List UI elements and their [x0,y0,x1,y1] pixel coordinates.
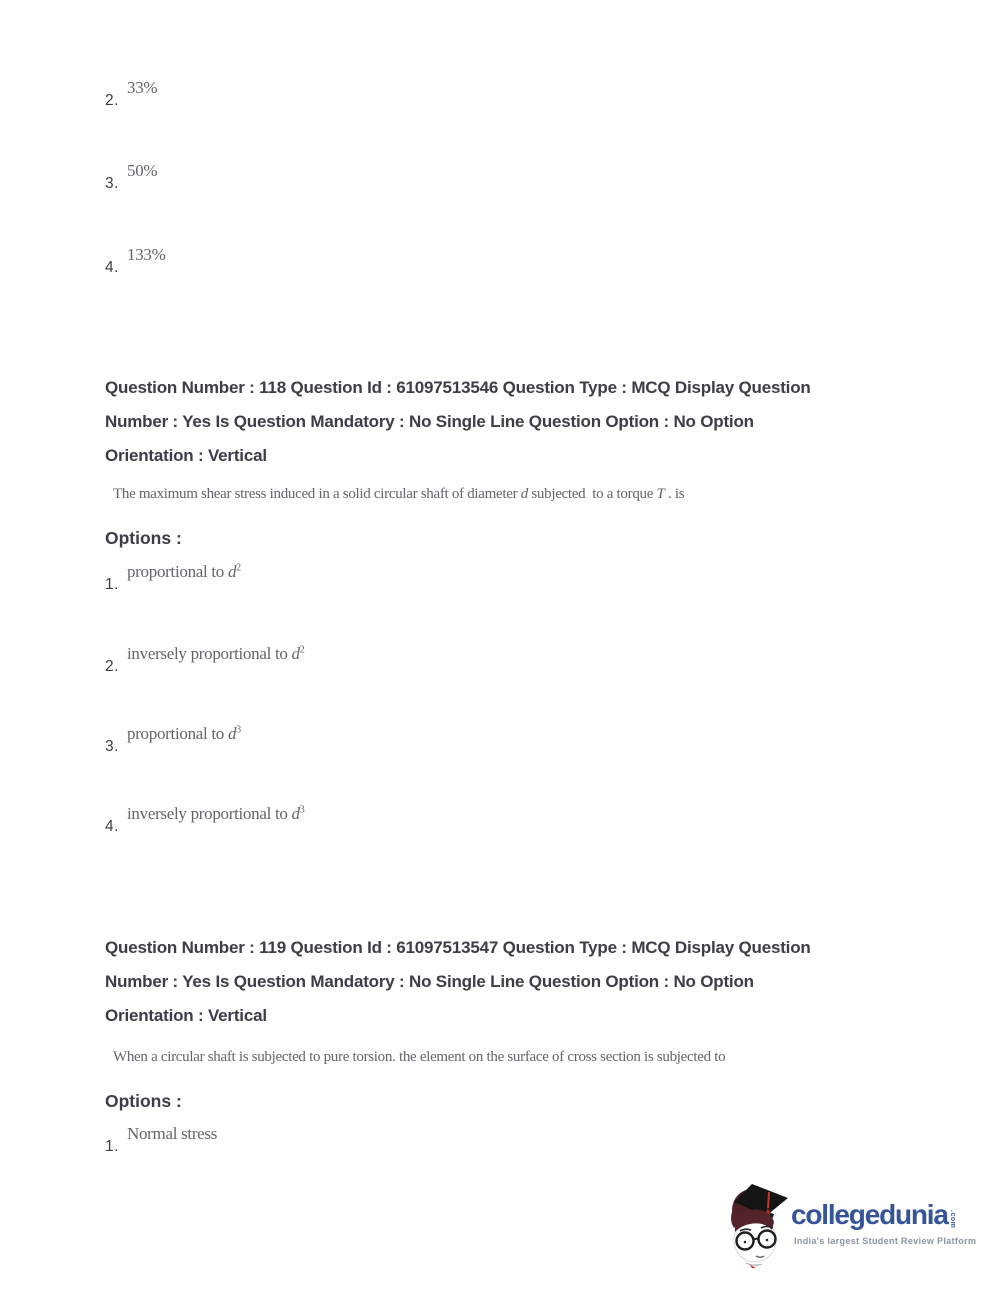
math-var-d: d [291,804,300,823]
option-label: Normal stress [127,1124,218,1143]
header-line: Orientation : Vertical [105,1006,267,1025]
math-var-d: d [227,562,237,581]
collegedunia-mascot-icon [728,1184,790,1268]
option-number: 1. [105,1138,119,1155]
header-line: Number : Yes Is Question Mandatory : No Single Line Question Option : No Option [105,412,754,431]
option-number: 2. [105,658,119,675]
math-var-T: T [656,486,665,502]
header-line: Question Number : 119 Question Id : 61097513547 Question Type : MCQ Display Question [105,938,811,957]
option-label: 133% [127,245,166,264]
option-label: inversely proportional to $d^3$ [127,804,305,823]
option-number: 3. [105,738,119,755]
header-line: Orientation : Vertical [105,446,267,465]
brand-tagline: India's largest Student Review Platform [794,1236,977,1246]
option-number: 4. [105,818,119,835]
prev-option-2 [105,78,158,116]
option-number: 4. [105,259,119,276]
question-119-header [105,931,811,1033]
brand-wordmark: collegedunia [791,1199,948,1230]
header-line: Number : Yes Is Question Mandatory : No Single Line Question Option : No Option [105,972,754,991]
math-var-d: d [291,644,300,663]
question-118-text: The maximum shear stress induced in a solid circular shaft of diameter d subjected to a torque T . is [113,486,685,502]
question-119-text: When a circular shaft is subjected to pure torsion. the element on the surface of cross section is subjected to [113,1049,726,1065]
math-var-d: d [227,724,237,743]
prev-option-3 [105,161,158,199]
options-heading: Options : [105,1091,182,1111]
option-number: 2. [105,92,119,109]
brand-suffix: .com [948,1210,956,1229]
math-var-d: d [520,486,528,502]
option-label: proportional to $d^2$ [127,562,241,581]
option-label: proportional to $d^3$ [127,724,241,743]
options-heading: Options : [105,528,182,548]
question-118-header [105,371,811,473]
option-label: 50% [127,161,158,180]
header-line: Question Number : 118 Question Id : 61097513546 Question Type : MCQ Display Question [105,378,811,397]
collegedunia-logo [728,1184,977,1272]
option-number: 3. [105,175,119,192]
brand-row [791,1201,956,1229]
option-number: 1. [105,576,119,593]
prev-option-4 [105,245,166,283]
option-label: inversely proportional to $d^2$ [127,644,305,663]
option-label: 33% [127,78,158,97]
